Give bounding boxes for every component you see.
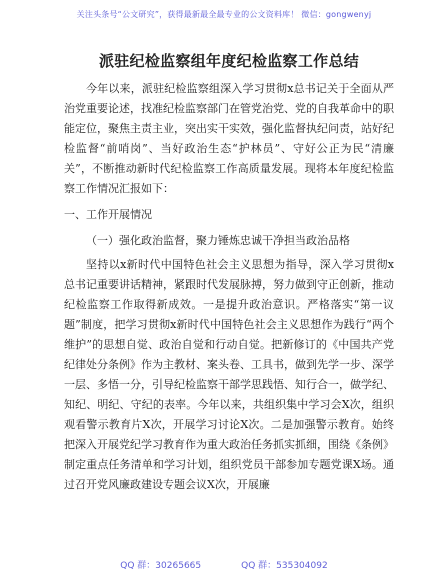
header-banner bbox=[0, 0, 448, 28]
intro-paragraph: 今年以来，派驻纪检监察组深入学习贯彻x总书记关于全面从严治党重要论述，找准纪检监察部门在管党治党、党的自我革命中的职能定位，聚焦主责主业，突出实干实效，强化监督执纪问责，站好纪检监督“前哨岗”、当好政治生态“护林员”、守好公正为民“清廉关”，不断推动新时代纪检监察工作高质量发展。现将本年度纪检监察工作情况汇报如下： bbox=[64, 82, 394, 195]
footer-contacts bbox=[0, 558, 448, 574]
document-title: 派驻纪检监察组年度纪检监察工作总结 bbox=[98, 52, 360, 70]
section-heading: 一、工作开展情况 bbox=[64, 208, 152, 221]
qq-group-2: QQ 群：535304092 bbox=[241, 561, 328, 571]
body-paragraph: 坚持以x新时代中国特色社会主义思想为指导，深入学习贯彻x总书记重要讲话精神，紧跟时代发展脉搏，努力做到守正创新，推动纪检监察工作取得新成效。一是提升政治意识。严格落实“第一议题”制度，把学习贯彻x新时代中国特色社会主义思想作为践行“两个维护”的思想自觉、政治自觉和行动自觉。把新修订的《中国共产党纪律处分条例》作为主教材、案头卷、工具书，做到先学一步、深学一层、多悟一分，引导纪检监察干部学思践悟、知行合一，做学纪、知纪、明纪、守纪的表率。今年以来，共组织集中学习会X次，组织观看警示教育片X次，开展学习讨论X次。二是加强警示教育。始终把深入开展党纪学习教育作为重大政治任务抓实抓细，围绕《条例》制定重点任务清单和学习计划，组织党员干部参加专题党课X场。通过召开党风廉政建设专题会议X次，开展廉 bbox=[64, 258, 394, 491]
document-body bbox=[64, 50, 394, 495]
subsection-heading: （一）强化政治监督，聚力锤炼忠诚干净担当政治品格 bbox=[86, 234, 350, 247]
qq-group-1: QQ 群：30265665 bbox=[120, 561, 202, 571]
banner-text: 关注头条号“公文研究”，获得最新最全最专业的公文资料库！ 微信：gongwenyj bbox=[76, 9, 372, 19]
